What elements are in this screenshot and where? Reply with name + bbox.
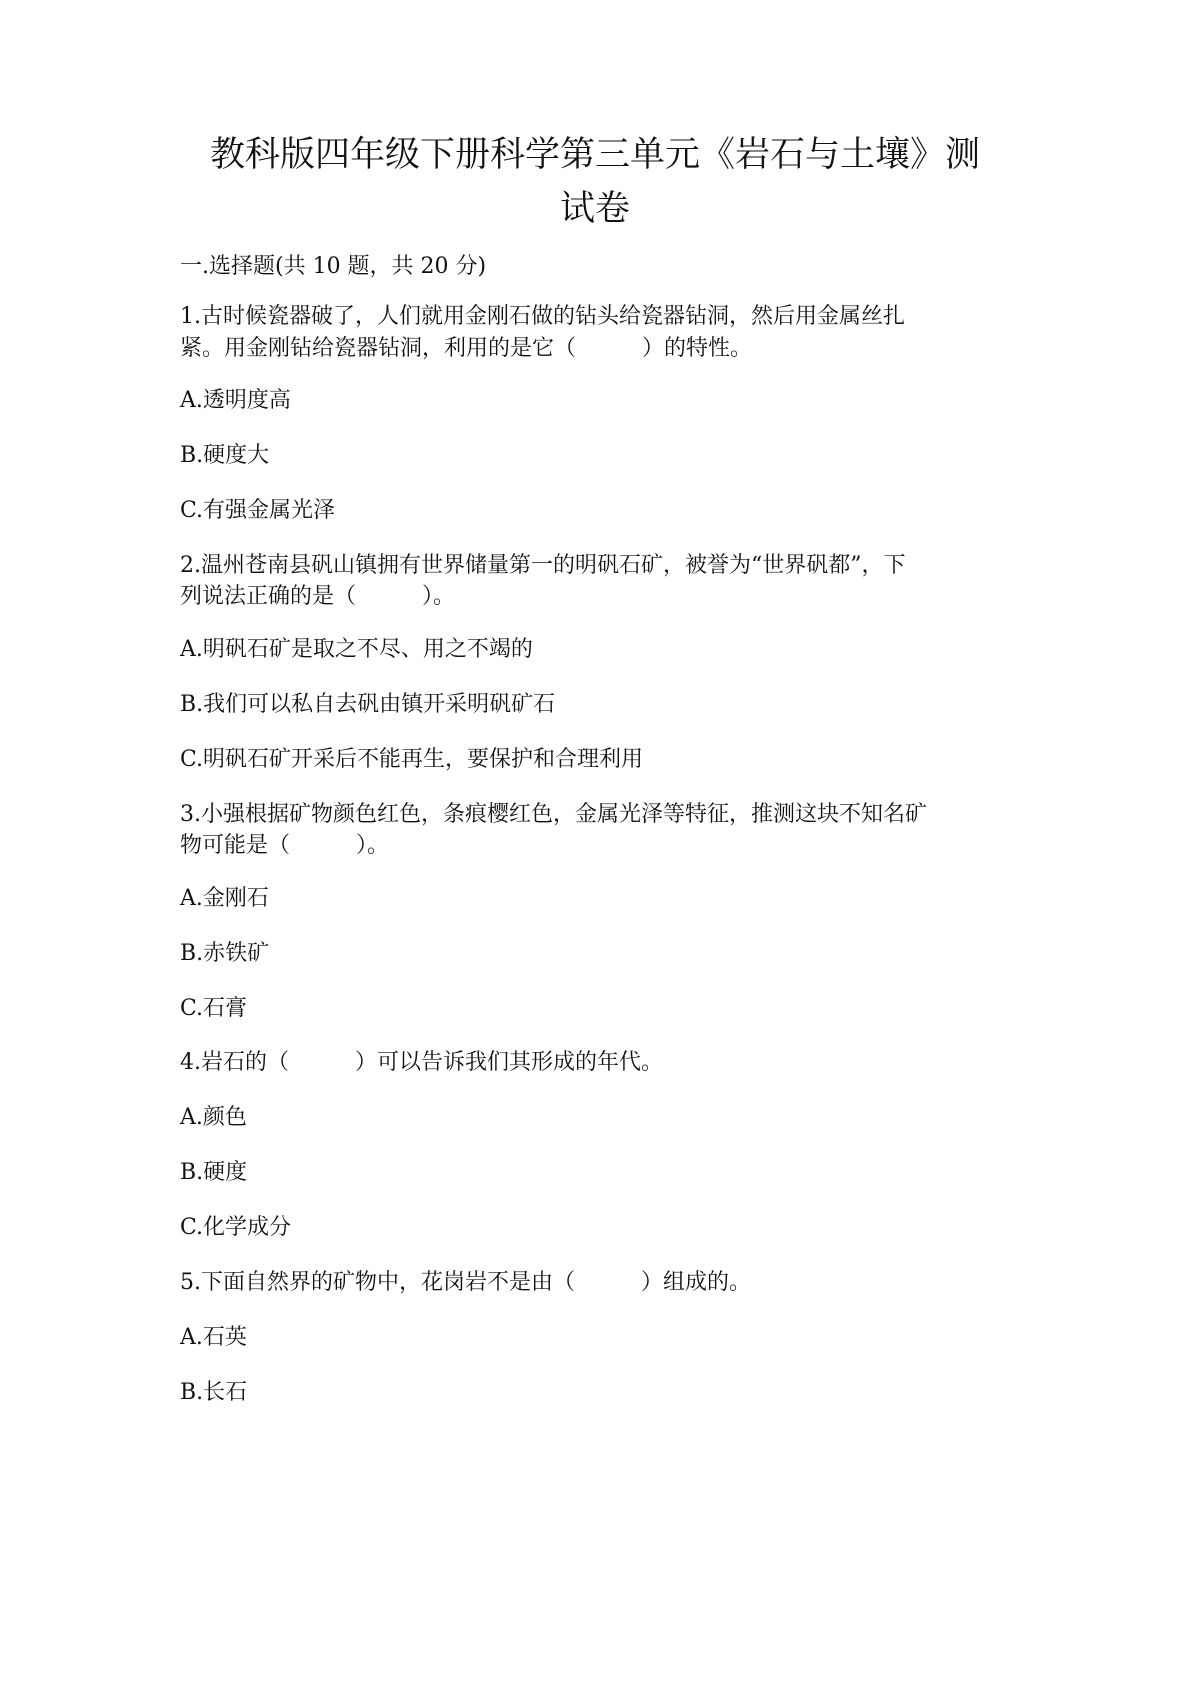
question-2-option-c: C.明矾石矿开采后不能再生，要保护和合理利用	[180, 747, 644, 772]
question-5-line-1: 5.下面自然界的矿物中，花岗岩不是由（ ）组成的。	[180, 1270, 751, 1295]
question-2-line-2: 列说法正确的是（ ）。	[180, 584, 456, 609]
question-1-option-c: C.有强金属光泽	[180, 498, 336, 523]
question-3-option-a: A.金刚石	[180, 886, 269, 911]
question-3-option-b: B.赤铁矿	[180, 941, 270, 966]
title-line-2: 试卷	[559, 189, 630, 229]
question-4-option-c: C.化学成分	[180, 1215, 292, 1240]
question-3-option-c: C.石膏	[180, 996, 248, 1021]
question-5-option-b: B.长石	[180, 1380, 248, 1405]
question-2-option-b: B.我们可以私自去矾由镇开采明矾矿石	[180, 692, 556, 717]
page-title	[180, 128, 1010, 236]
title-line-1: 教科版四年级下册科学第三单元《岩石与土壤》测	[209, 135, 980, 175]
question-1-option-a: A.透明度高	[180, 388, 291, 413]
question-5-option-a: A.石英	[180, 1325, 247, 1350]
question-1-option-b: B.硬度大	[180, 443, 270, 468]
section-heading: 一.选择题(共 10 题，共 20 分)	[180, 254, 487, 279]
question-4-line-1: 4.岩石的（ ）可以告诉我们其形成的年代。	[180, 1050, 663, 1075]
question-3-line-2: 物可能是（ ）。	[180, 833, 390, 858]
question-1-line-1: 1.古时候瓷器破了，人们就用金刚石做的钻头给瓷器钻洞，然后用金属丝扎	[180, 304, 905, 329]
question-2-option-a: A.明矾石矿是取之不尽、用之不竭的	[180, 637, 533, 662]
question-4-option-a: A.颜色	[180, 1105, 247, 1130]
question-4-option-b: B.硬度	[180, 1160, 248, 1185]
question-1-line-2: 紧。用金刚钻给瓷器钻洞，利用的是它（ ）的特性。	[180, 336, 753, 361]
question-3-line-1: 3.小强根据矿物颜色红色，条痕樱红色，金属光泽等特征，推测这块不知名矿	[180, 802, 927, 827]
question-2-line-1: 2.温州苍南县矾山镇拥有世界储量第一的明矾石矿，被誉为“世界矾都”，下	[180, 553, 906, 578]
